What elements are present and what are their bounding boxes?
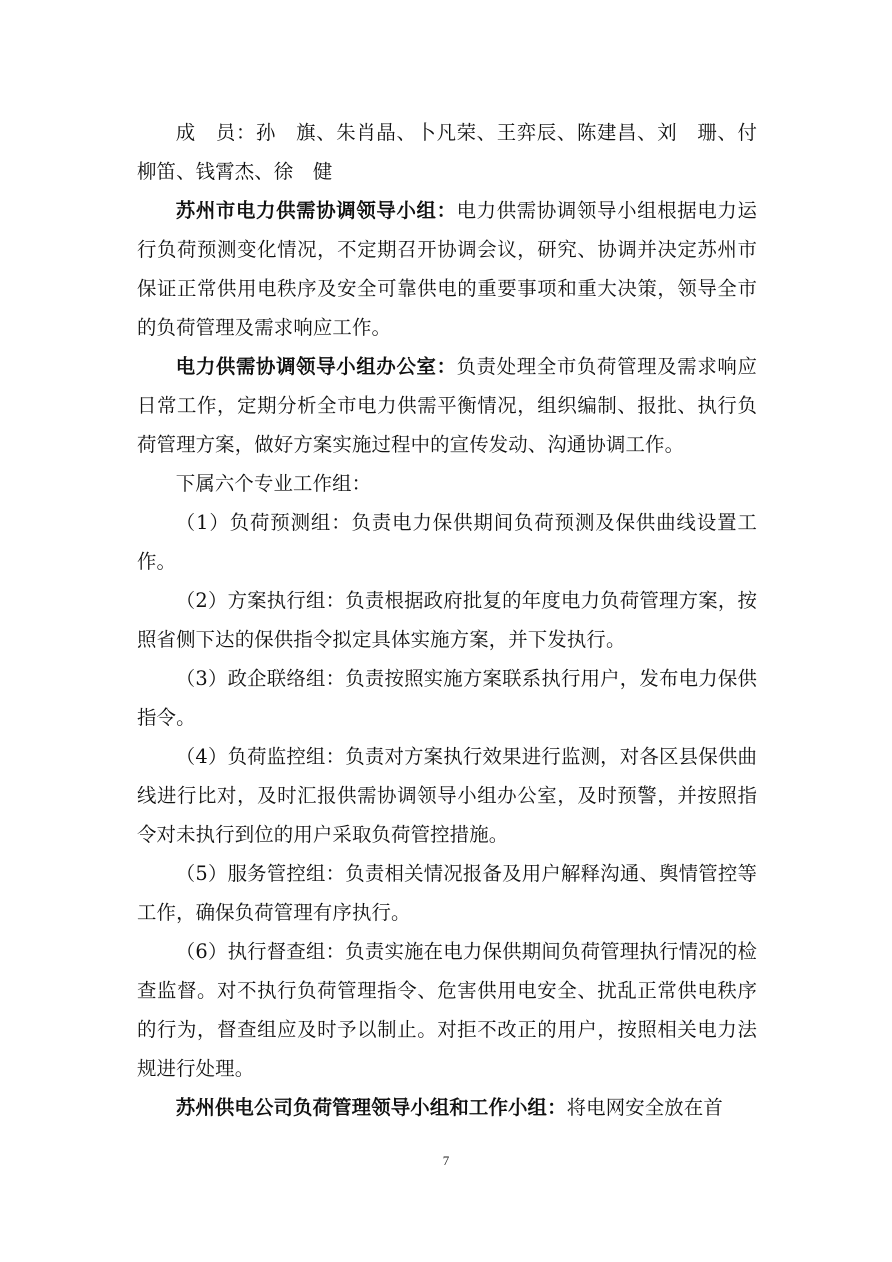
paragraph-subgroup-1 [137, 503, 757, 581]
paragraph-subgroup-2 [137, 581, 757, 659]
paragraph-lead: 苏州供电公司负荷管理领导小组和工作小组： [175, 1096, 567, 1119]
paragraph-members [137, 113, 757, 191]
paragraph-subgroup-4 [137, 737, 757, 854]
paragraph-text: （4）负荷监控组：负责对方案执行效果进行监测，对各区县保供曲线进行比对，及时汇报供需协调领导小组办公室，及时预警，并按照指令对未执行到位的用户采取负荷管控措施。 [137, 745, 757, 846]
paragraph-company-group [137, 1088, 757, 1127]
paragraph-text: （2）方案执行组：负责根据政府批复的年度电力负荷管理方案，按照省侧下达的保供指令拟定具体实施方案，并下发执行。 [137, 589, 757, 651]
paragraph-text: （3）政企联络组：负责按照实施方案联系执行用户，发布电力保供指令。 [137, 667, 757, 729]
page-number: 7 [442, 1153, 450, 1168]
paragraph-group-office [137, 347, 757, 464]
paragraph-subgroups-intro [137, 464, 757, 503]
paragraph-text: 电力供需协调领导小组根据电力运行负荷预测变化情况，不定期召开协调会议，研究、协调并决定苏州市保证正常供用电秩序及安全可靠供电的重要事项和重大决策，领导全市的负荷管理及需求响应工作。 [137, 199, 757, 339]
document-body [137, 113, 757, 1127]
paragraph-text: （6）执行督查组：负责实施在电力保供期间负荷管理执行情况的检查监督。对不执行负荷管理指令、危害供用电安全、扰乱正常供电秩序的行为，督查组应及时予以制止。对拒不改正的用户，按照相关电力法规进行处理。 [137, 940, 757, 1080]
paragraph-text: 负责处理全市负荷管理及需求响应日常工作，定期分析全市电力供需平衡情况，组织编制、报批、执行负荷管理方案，做好方案实施过程中的宣传发动、沟通协调工作。 [137, 355, 757, 456]
paragraph-leading-group [137, 191, 757, 347]
paragraph-text: 将电网安全放在首 [566, 1096, 723, 1119]
paragraph-subgroup-3 [137, 659, 757, 737]
paragraph-text: 下属六个专业工作组： [175, 472, 372, 495]
paragraph-subgroup-6 [137, 932, 757, 1088]
paragraph-text: （5）服务管控组：负责相关情况报备及用户解释沟通、舆情管控等工作，确保负荷管理有序执行。 [137, 862, 757, 924]
paragraph-text: 成 员：孙 旗、朱肖晶、卜凡荣、王弈辰、陈建昌、刘 珊、付柳笛、钱霄杰、徐 健 [137, 121, 757, 183]
paragraph-text: （1）负荷预测组：负责电力保供期间负荷预测及保供曲线设置工作。 [137, 511, 757, 573]
paragraph-subgroup-5 [137, 854, 757, 932]
paragraph-lead: 电力供需协调领导小组办公室： [175, 355, 457, 378]
paragraph-lead: 苏州市电力供需协调领导小组： [175, 199, 457, 222]
